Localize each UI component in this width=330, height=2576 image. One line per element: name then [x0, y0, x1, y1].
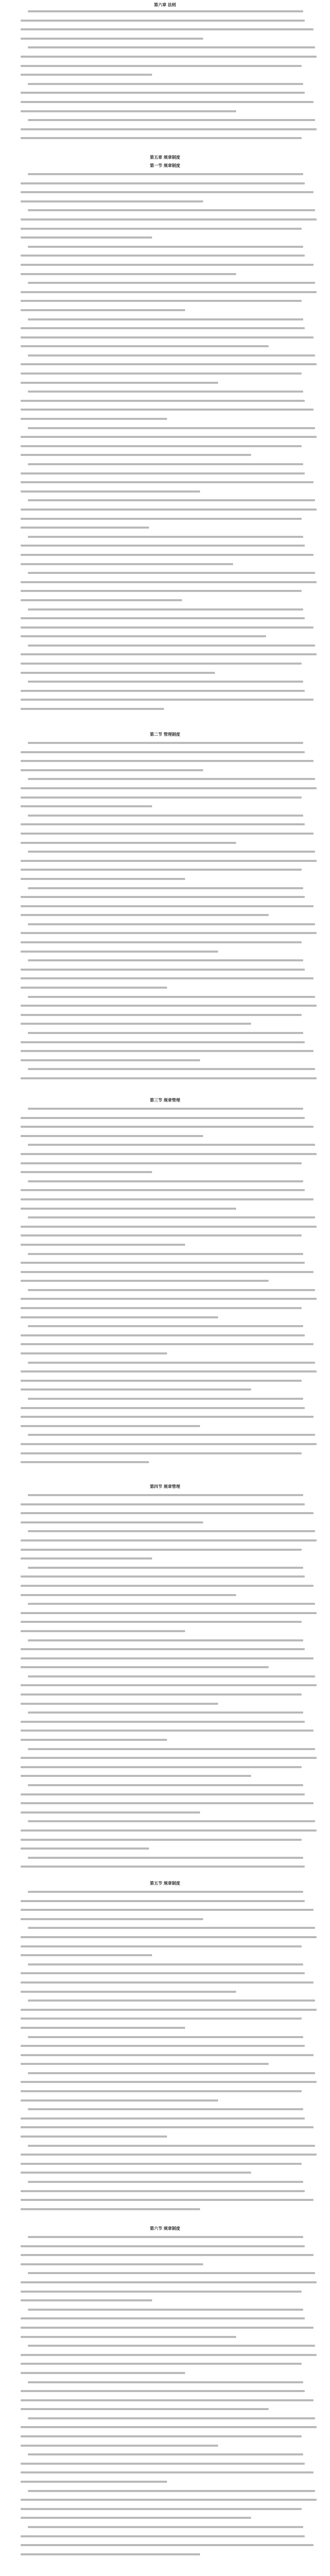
text-line — [28, 1639, 303, 1641]
text-line — [28, 10, 303, 12]
text-line — [28, 536, 303, 538]
text-line — [21, 20, 305, 22]
text-line — [21, 563, 233, 565]
text-line — [28, 354, 315, 357]
text-line — [28, 1675, 315, 1677]
text-line — [21, 1171, 152, 1173]
text-line — [21, 2154, 317, 2156]
text-line — [21, 617, 305, 619]
text-line — [21, 509, 317, 511]
text-line — [21, 1703, 218, 1705]
text-line — [28, 2526, 303, 2528]
text-line — [28, 2345, 315, 2347]
text-line — [21, 2263, 203, 2265]
text-line — [21, 110, 236, 112]
text-line — [21, 2390, 305, 2392]
text-line — [28, 1820, 315, 1822]
text-line — [21, 2281, 317, 2283]
text-line — [21, 273, 236, 275]
text-line — [28, 2145, 315, 2147]
text-block-7 — [21, 2236, 320, 2562]
text-line — [21, 590, 302, 592]
text-line — [21, 2336, 236, 2338]
text-line — [28, 1434, 315, 1436]
text-line — [21, 554, 314, 556]
text-line — [21, 56, 317, 58]
text-line — [28, 2309, 303, 2311]
text-line — [21, 2090, 302, 2092]
text-line — [21, 74, 152, 76]
text-line — [21, 1059, 200, 1061]
text-line — [21, 1041, 305, 1043]
text-line — [21, 2045, 305, 2047]
text-line — [28, 1253, 303, 1255]
text-line — [21, 1234, 302, 1236]
text-line — [21, 1370, 317, 1372]
text-line — [21, 1936, 317, 1938]
text-line — [21, 182, 305, 184]
text-line — [21, 805, 152, 807]
text-line — [28, 1180, 303, 1182]
text-line — [21, 2081, 317, 2083]
text-line — [28, 1325, 303, 1327]
text-line — [21, 2163, 302, 2165]
text-line — [21, 363, 317, 365]
text-line — [21, 1135, 203, 1137]
text-line — [28, 778, 315, 780]
text-line — [21, 699, 314, 701]
text-line — [21, 823, 305, 825]
text-line — [28, 742, 303, 744]
text-line — [28, 246, 303, 248]
text-line — [21, 2445, 218, 2447]
text-line — [21, 1407, 305, 1409]
text-line — [28, 391, 303, 393]
text-line — [21, 218, 317, 221]
text-line — [21, 1023, 251, 1025]
text-line — [21, 418, 167, 420]
text-line — [21, 2508, 302, 2510]
text-line — [21, 1512, 314, 1514]
text-line — [21, 481, 314, 483]
text-line — [21, 2426, 317, 2428]
text-line — [21, 1575, 305, 1578]
text-line — [21, 1693, 302, 1696]
text-line — [28, 1927, 315, 1929]
text-line — [28, 282, 315, 284]
text-line — [21, 653, 317, 655]
text-line — [21, 1050, 314, 1052]
text-line — [28, 2490, 315, 2492]
text-block-3 — [21, 742, 320, 1087]
text-line — [21, 1972, 305, 1974]
text-line — [21, 626, 314, 629]
text-line — [21, 708, 164, 710]
section-heading-5: 第五节 规章制度 — [150, 1881, 180, 1886]
text-line — [21, 1077, 317, 1079]
text-line — [21, 1766, 302, 1768]
text-line — [21, 914, 269, 916]
text-line — [21, 382, 218, 384]
text-line — [21, 1802, 314, 1804]
text-line — [21, 490, 200, 493]
text-line — [28, 1530, 315, 1532]
text-line — [21, 1684, 317, 1686]
text-line — [21, 2463, 305, 2465]
text-line — [28, 1216, 315, 1218]
text-line — [21, 860, 317, 862]
text-line — [21, 291, 317, 293]
text-line — [21, 951, 218, 953]
text-line — [28, 996, 315, 998]
text-line — [21, 905, 314, 907]
text-line — [21, 1117, 305, 1119]
text-line — [21, 1648, 305, 1650]
text-line — [21, 300, 302, 302]
text-line — [28, 1494, 303, 1496]
text-line — [21, 236, 152, 239]
text-line — [21, 1208, 236, 1210]
text-line — [28, 2272, 315, 2274]
text-line — [28, 318, 303, 320]
text-line — [21, 987, 167, 989]
text-line — [21, 2254, 314, 2256]
text-line — [21, 1612, 317, 1614]
text-line — [28, 1398, 303, 1400]
text-line — [21, 445, 302, 447]
text-line — [21, 833, 314, 835]
text-line — [21, 101, 314, 103]
text-line — [21, 672, 215, 674]
text-line — [21, 327, 305, 329]
text-line — [21, 663, 302, 665]
text-line — [28, 1857, 303, 1859]
text-line — [28, 2453, 303, 2455]
text-line — [28, 1999, 315, 2002]
text-line — [21, 1316, 218, 1318]
text-line — [21, 65, 302, 67]
text-line — [21, 969, 305, 971]
text-line — [21, 1666, 269, 1668]
text-line — [28, 46, 315, 48]
text-line — [28, 1963, 303, 1965]
text-line — [21, 2517, 251, 2519]
text-line — [21, 1380, 302, 1382]
text-line — [28, 1711, 303, 1714]
text-line — [21, 1539, 317, 1541]
text-line — [21, 1621, 302, 1623]
text-line — [21, 2190, 305, 2192]
text-line — [21, 1730, 314, 1732]
text-line — [21, 1343, 314, 1345]
text-line — [21, 191, 314, 193]
text-line — [21, 2354, 317, 2356]
text-line — [21, 635, 266, 637]
text-line — [21, 255, 305, 257]
text-line — [21, 1918, 203, 1920]
text-line — [21, 1388, 251, 1391]
text-line — [21, 1657, 314, 1659]
text-line — [21, 2317, 305, 2319]
text-line — [21, 545, 305, 547]
text-line — [21, 2499, 317, 2501]
text-line — [28, 572, 315, 574]
text-line — [28, 2381, 303, 2383]
text-line — [21, 38, 203, 40]
text-line — [21, 869, 302, 871]
text-line — [21, 1271, 314, 1273]
text-line — [21, 2172, 251, 2174]
text-line — [21, 842, 236, 844]
text-line — [21, 1793, 305, 1795]
text-line — [21, 1521, 203, 1523]
text-line — [21, 1189, 305, 1191]
text-line — [21, 372, 302, 375]
text-line — [21, 345, 269, 347]
text-line — [28, 851, 315, 853]
text-line — [21, 2054, 314, 2056]
section-heading-2: 第二节 管理制度 — [150, 732, 180, 737]
text-line — [21, 1909, 314, 1911]
text-line — [28, 1603, 315, 1605]
text-line — [21, 1307, 302, 1309]
text-line — [21, 400, 305, 402]
text-line — [21, 760, 314, 762]
text-line — [21, 2245, 305, 2247]
text-line — [21, 228, 302, 230]
text-line — [21, 1280, 269, 1282]
text-line — [21, 2299, 152, 2301]
text-line — [21, 2399, 314, 2401]
text-line — [21, 1126, 314, 1128]
text-line — [28, 2181, 303, 2183]
text-line — [28, 173, 303, 175]
text-line — [21, 1839, 302, 1841]
text-line — [21, 787, 317, 789]
text-line — [21, 2408, 269, 2410]
text-line — [28, 463, 303, 465]
text-line — [21, 92, 305, 94]
text-line — [21, 1298, 317, 1300]
text-line — [28, 959, 303, 961]
text-line — [21, 1549, 302, 1551]
text-line — [28, 887, 303, 889]
text-line — [21, 1244, 185, 1246]
text-line — [21, 1811, 200, 1814]
text-line — [21, 1503, 305, 1505]
text-line — [21, 1721, 305, 1723]
text-line — [28, 923, 315, 925]
text-line — [28, 608, 303, 611]
text-line — [21, 128, 317, 130]
text-line — [21, 28, 314, 30]
text-line — [28, 209, 315, 211]
text-line — [28, 1891, 303, 1893]
text-line — [21, 1630, 185, 1632]
text-line — [21, 1739, 167, 1741]
text-line — [28, 1068, 315, 1070]
text-block-2 — [21, 173, 320, 717]
text-line — [21, 2018, 302, 2020]
text-line — [28, 2036, 303, 2038]
text-line — [21, 2553, 200, 2555]
text-line — [21, 977, 314, 979]
text-line — [21, 264, 314, 266]
text-block-4 — [21, 1108, 320, 1470]
text-line — [21, 941, 302, 943]
text-line — [21, 1585, 314, 1587]
text-line — [21, 751, 305, 753]
text-line — [28, 645, 315, 647]
text-line — [21, 137, 302, 139]
text-line — [21, 1198, 314, 1200]
text-line — [28, 2417, 315, 2419]
text-line — [21, 1334, 305, 1336]
text-line — [21, 2535, 305, 2537]
text-line — [28, 2236, 303, 2238]
text-line — [21, 309, 185, 311]
text-line — [21, 1226, 317, 1228]
text-line — [21, 1848, 149, 1850]
text-line — [21, 1014, 302, 1016]
text-line — [28, 83, 303, 85]
text-line — [28, 499, 315, 501]
text-line — [28, 815, 303, 817]
text-line — [21, 932, 317, 934]
text-line — [21, 2208, 200, 2210]
chapter-heading-2: 第五章 规章制度 — [150, 155, 180, 160]
text-line — [21, 436, 317, 438]
text-block-5 — [21, 1494, 320, 1875]
text-line — [21, 2363, 302, 2365]
text-line — [21, 878, 185, 880]
text-line — [21, 1829, 317, 1832]
text-line — [21, 581, 317, 583]
text-line — [21, 1775, 251, 1777]
text-line — [21, 1981, 314, 1984]
text-line — [28, 2072, 315, 2074]
text-line — [21, 454, 251, 456]
text-line — [21, 769, 203, 771]
text-line — [21, 1153, 317, 1155]
text-line — [21, 1866, 305, 1868]
text-line — [28, 681, 303, 683]
text-line — [28, 1784, 303, 1786]
text-line — [21, 1443, 317, 1445]
text-line — [21, 1352, 167, 1354]
text-line — [21, 472, 305, 474]
text-line — [21, 1557, 152, 1560]
text-line — [21, 2027, 185, 2029]
text-line — [21, 518, 302, 520]
text-line — [21, 1416, 314, 1418]
text-line — [21, 1461, 149, 1463]
text-line — [21, 2291, 302, 2293]
text-line — [21, 200, 203, 202]
text-line — [21, 2372, 185, 2374]
text-line — [21, 2435, 302, 2437]
text-line — [21, 1594, 236, 1596]
text-line — [21, 2136, 167, 2138]
text-line — [28, 1032, 303, 1034]
text-line — [21, 1162, 302, 1164]
text-line — [21, 1900, 305, 1902]
text-line — [21, 796, 302, 799]
text-line — [21, 2544, 314, 2546]
text-line — [28, 2108, 303, 2110]
text-line — [21, 690, 305, 692]
text-line — [28, 1567, 303, 1569]
text-line — [21, 2471, 314, 2473]
text-line — [28, 427, 315, 429]
section-heading-1: 第一节 规章制度 — [150, 163, 180, 168]
text-line — [21, 2009, 317, 2011]
text-block-6 — [21, 1891, 320, 2217]
text-line — [21, 1005, 317, 1007]
text-line — [21, 2063, 269, 2065]
text-line — [28, 1748, 315, 1750]
text-block-1 — [21, 10, 320, 146]
text-line — [21, 1262, 305, 1264]
text-line — [21, 1991, 236, 1993]
text-line — [21, 409, 314, 411]
text-line — [28, 1108, 303, 1110]
section-heading-3: 第三节 规章管理 — [150, 1098, 180, 1103]
text-line — [28, 1289, 315, 1291]
text-line — [21, 2126, 314, 2128]
text-line — [21, 1452, 302, 1454]
text-line — [28, 1144, 315, 1146]
text-line — [21, 2099, 218, 2102]
text-line — [21, 2481, 167, 2483]
text-line — [21, 1425, 200, 1427]
text-line — [21, 2199, 314, 2201]
chapter-heading-1: 第六章 法则 — [154, 3, 176, 7]
text-line — [28, 119, 315, 121]
text-line — [21, 896, 305, 898]
text-line — [21, 1954, 152, 1956]
text-line — [21, 527, 149, 529]
text-line — [21, 336, 314, 338]
section-heading-4: 第四节 规章管理 — [150, 1484, 180, 1489]
text-line — [21, 2327, 314, 2329]
text-line — [21, 1757, 317, 1759]
text-line — [21, 599, 182, 601]
text-line — [21, 2117, 305, 2120]
section-heading-6: 第六节 规章制度 — [150, 2226, 180, 2231]
text-line — [28, 1362, 315, 1364]
text-line — [21, 1945, 302, 1947]
